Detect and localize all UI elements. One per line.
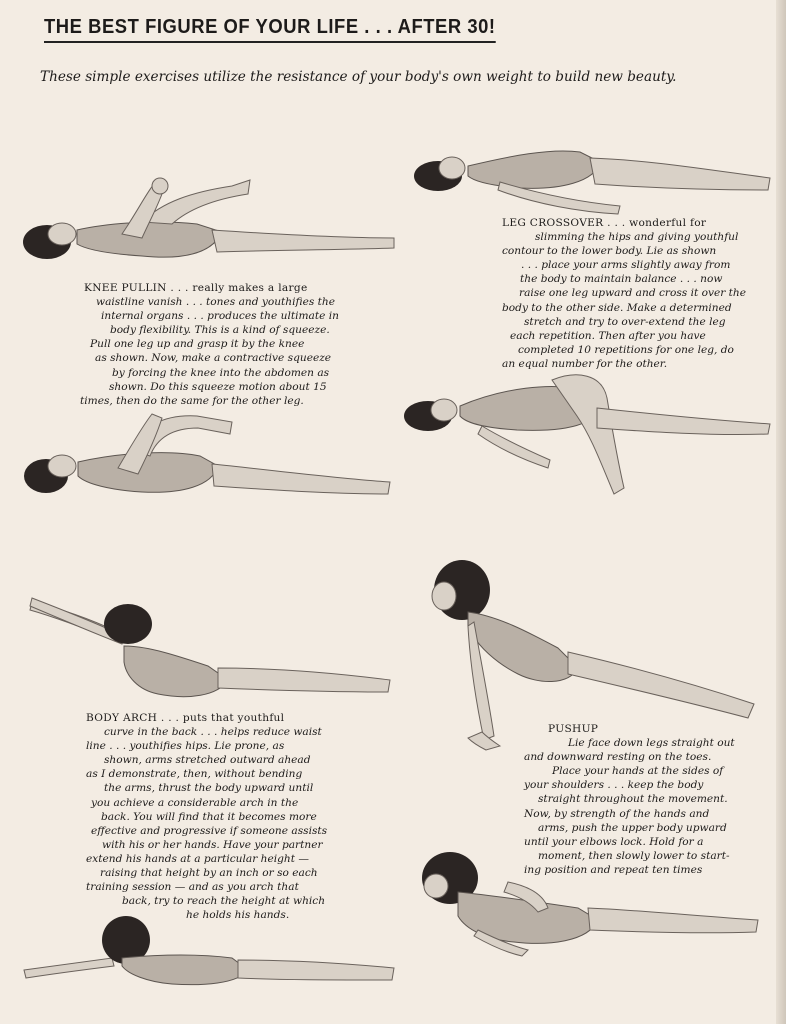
leg-crossover-line: slimming the hips and giving youthful	[535, 231, 739, 244]
knee-pullin-line: shown. Do this squeeze motion about 15	[109, 380, 327, 393]
body-arch-photo-2	[22, 910, 397, 990]
leg-crossover-line: LEG CROSSOVER . . . wonderful for	[502, 217, 707, 229]
body-arch-line: the arms, thrust the body upward until	[104, 782, 314, 795]
leg-crossover-line: the body to maintain balance . . . now	[520, 273, 723, 286]
leg-crossover-photo-2	[402, 368, 772, 503]
body-arch-line: curve in the back . . . helps reduce waist	[104, 726, 322, 739]
pushup-line: moment, then slowly lower to start-	[538, 849, 730, 862]
body-arch-line: as I demonstrate, then, without bending	[86, 768, 303, 781]
body-arch-caption	[86, 711, 327, 922]
pushup-title: PUSHUP	[548, 723, 599, 735]
body-arch-line: effective and progressive if someone assists	[91, 824, 328, 837]
leg-crossover-line: an equal number for the other.	[502, 357, 668, 370]
pushup-line: Now, by strength of the hands and	[524, 807, 710, 820]
page-title-text: THE BEST FIGURE OF YOUR LIFE . . . AFTER 30!	[44, 16, 496, 38]
knee-pullin-line: Pull one leg up and grasp it by the knee	[90, 338, 305, 351]
leg-crossover-line: . . . place your arms slightly away from	[521, 259, 731, 272]
body-arch-photo-1	[28, 596, 398, 711]
leg-crossover-photo-1	[410, 140, 775, 215]
knee-pullin-caption	[80, 281, 339, 408]
knee-pullin-line: as shown. Now, make a contractive squeeze	[95, 352, 332, 365]
pushup-line: Place your hands at the sides of	[552, 765, 724, 778]
knee-pullin-photo-1	[22, 172, 402, 267]
knee-pullin-line: times, then do the same for the other leg.	[80, 394, 304, 407]
knee-pullin-line: waistline vanish . . . tones and youthifies the	[96, 296, 336, 309]
knee-pullin-line: body flexibility. This is a kind of squeeze.	[110, 324, 330, 337]
pushup-photo-2	[418, 846, 768, 958]
pushup-line: Lie face down legs straight out	[568, 737, 735, 750]
body-arch-line: training session — and as you arch that	[86, 881, 299, 894]
leg-crossover-line: body to the other side. Make a determined	[502, 301, 732, 314]
page-subtitle: These simple exercises utilize the resistance of your body's own weight to build new beauty.	[40, 69, 677, 85]
leg-crossover-line: stretch and try to over-extend the leg	[524, 315, 726, 328]
body-arch-line: line . . . youthifies hips. Lie prone, as	[86, 740, 285, 753]
leg-crossover-line: contour to the lower body. Lie as shown	[502, 245, 717, 258]
knee-pullin-line: internal organs . . . produces the ultimate in	[101, 310, 339, 323]
body-arch-line: back, try to reach the height at which	[122, 895, 326, 908]
body-arch-line: he holds his hands.	[186, 909, 290, 922]
page-title	[44, 16, 496, 43]
body-arch-line: raising that height by an inch or so each	[100, 867, 318, 880]
pushup-line: straight throughout the movement.	[538, 793, 728, 806]
body-arch-line: you achieve a considerable arch in the	[91, 796, 299, 809]
body-arch-line: back. You will find that it becomes more	[101, 810, 317, 823]
knee-pullin-line: KNEE PULLIN . . . really makes a large	[84, 282, 308, 294]
knee-pullin-line: by forcing the knee into the abdomen as	[112, 366, 330, 379]
leg-crossover-line: each repetition. Then after you have	[510, 329, 706, 342]
pushup-line: your shoulders . . . keep the body	[524, 779, 704, 792]
body-arch-line: shown, arms stretched outward ahead	[104, 754, 311, 767]
leg-crossover-line: raise one leg upward and cross it over the	[519, 287, 747, 300]
body-arch-line: BODY ARCH . . . puts that youthful	[86, 712, 285, 724]
pushup-line: until your elbows lock. Hold for a	[524, 835, 704, 848]
knee-pullin-photo-2	[22, 408, 392, 500]
body-arch-line: extend his hands at a particular height —	[86, 852, 309, 865]
leg-crossover-caption	[502, 216, 746, 371]
pushup-line: and downward resting on the toes.	[524, 751, 712, 764]
page-edge	[776, 0, 786, 1024]
body-arch-line: with his or her hands. Have your partner	[102, 838, 323, 851]
pushup-line: arms, push the upper body upward	[538, 821, 727, 834]
leg-crossover-line: completed 10 repetitions for one leg, do	[518, 343, 734, 356]
pushup-line: ing position and repeat ten times	[524, 863, 703, 876]
